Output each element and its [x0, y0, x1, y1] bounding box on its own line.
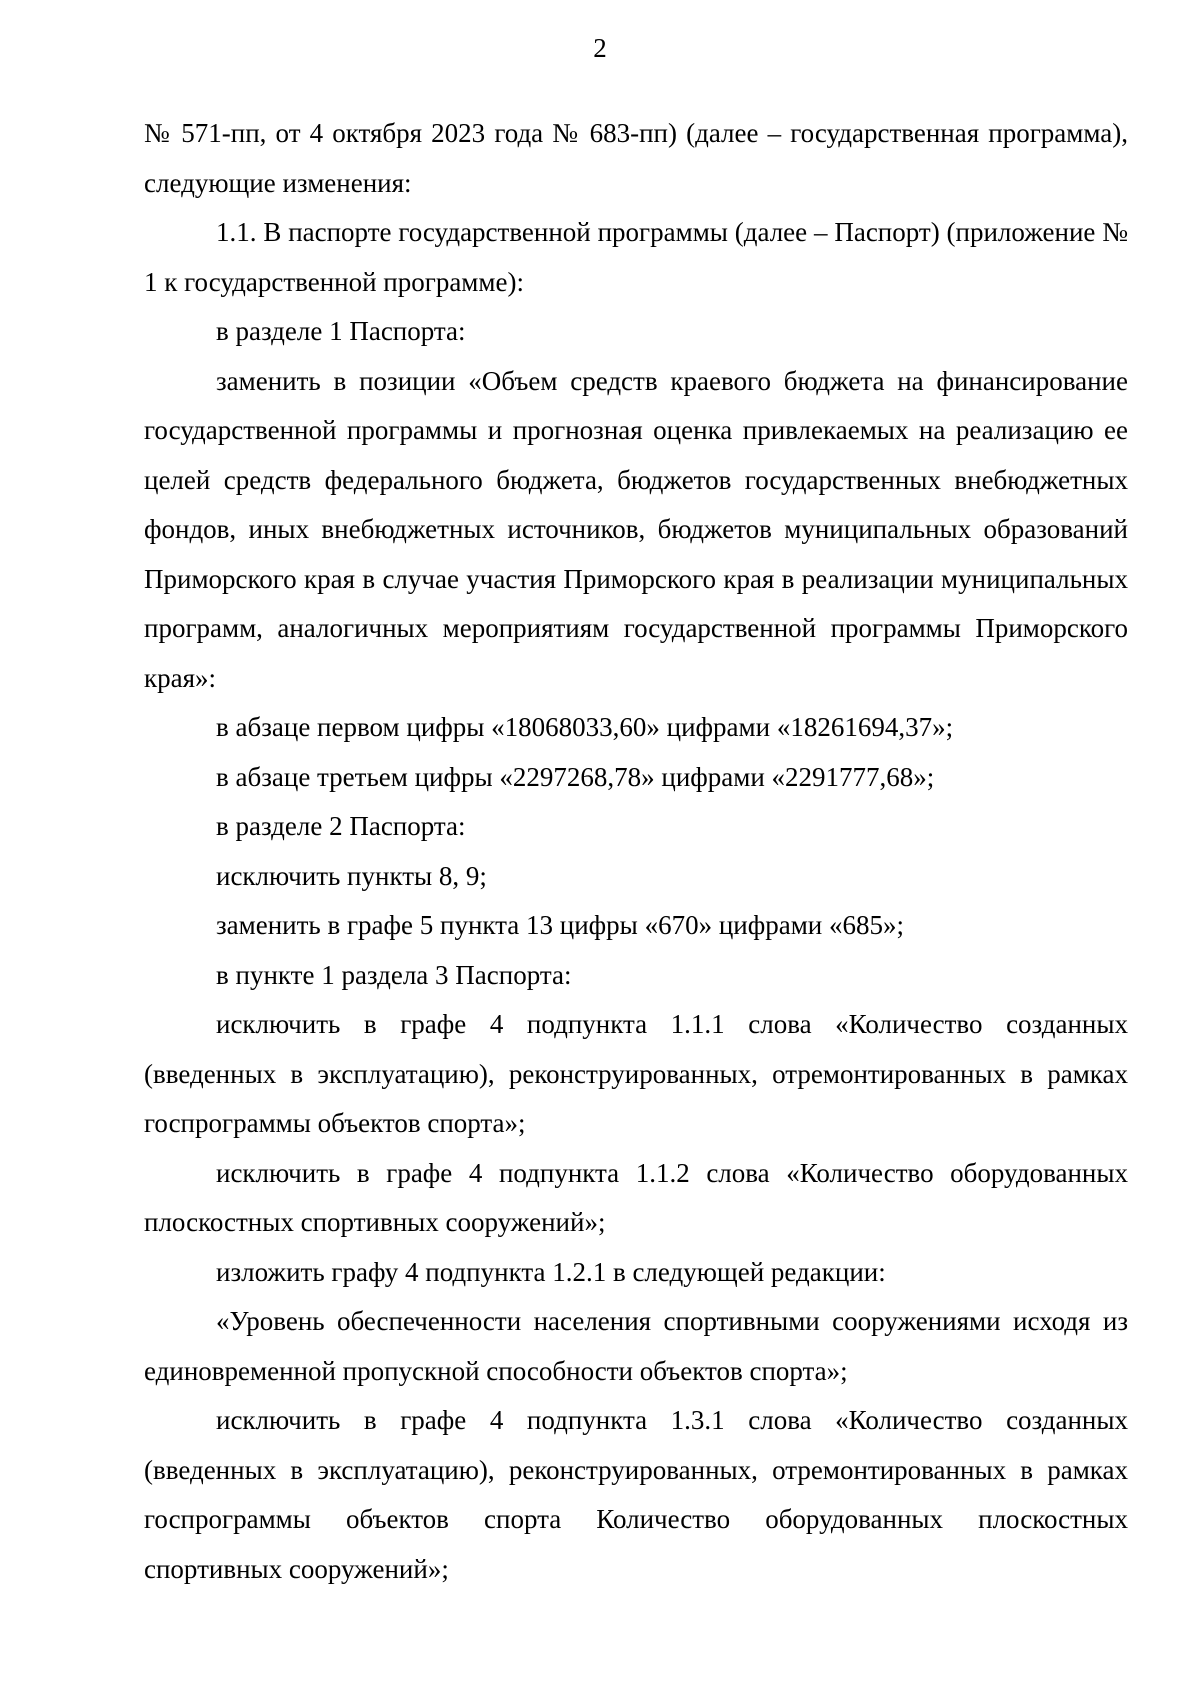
paragraph-first-abzac: в абзаце первом цифры «18068033,60» цифрами «18261694,37»;: [216, 712, 954, 742]
paragraph-third-abzac: в абзаце третьем цифры «2297268,78» цифрами «2291777,68»;: [216, 761, 935, 792]
page-number: 2: [593, 33, 607, 63]
paragraph-section-1: в разделе 1 Паспорта:: [216, 316, 466, 346]
paragraph-restate-1-2-1: изложить графу 4 подпункта 1.2.1 в следующей редакции:: [216, 1256, 886, 1287]
paragraph-section-2: в разделе 2 Паспорта:: [216, 811, 466, 841]
paragraph-continuation: № 571-пп, от 4 октября 2023 года № 683-пп) (далее – государственная программа), следующие изменения:: [144, 118, 1128, 198]
paragraph-item-1-1: 1.1. В паспорте государственной программы (далее – Паспорт) (приложение № 1 к государственной программе):: [144, 217, 1128, 297]
paragraph-exclude-1-1-1: исключить в графе 4 подпункта 1.1.1 слова «Количество созданных (введенных в эксплуатацию), реконструированных, отремонтированных в рамках госпрограммы объектов спорта»;: [144, 1009, 1128, 1138]
paragraph-replace-column-5: заменить в графе 5 пункта 13 цифры «670» цифрами «685»;: [216, 910, 904, 940]
paragraph-quote-1-2-1: «Уровень обеспеченности населения спортивными сооружениями исходя из единовременной пропускной способности объектов спорта»;: [144, 1306, 1128, 1386]
document-body: [144, 109, 1128, 1594]
paragraph-replace-position: заменить в позиции «Объем средств краевого бюджета на финансирование государственной программы и прогнозная оценка привлекаемых на реализацию ее целей средств федерального бюджета, бюджетов государственных внебюджетных фондов, иных внебюджетных источников, бюджетов муниципальных образований Приморского края в случае участия Приморского края в реализации муниципальных программ, аналогичных мероприятиям государственной программы Приморского края»:: [144, 365, 1128, 693]
paragraph-section-3: в пункте 1 раздела 3 Паспорта:: [216, 959, 572, 990]
paragraph-exclude-1-1-2: исключить в графе 4 подпункта 1.1.2 слова «Количество оборудованных плоскостных спортивных сооружений»;: [144, 1157, 1128, 1237]
paragraph-exclude-points: исключить пункты 8, 9;: [216, 860, 487, 891]
paragraph-exclude-1-3-1: исключить в графе 4 подпункта 1.3.1 слова «Количество созданных (введенных в эксплуатацию), реконструированных, отремонтированных в рамках госпрограммы объектов спорта Количество оборудованных плоскостных спортивных сооружений»;: [144, 1405, 1128, 1584]
